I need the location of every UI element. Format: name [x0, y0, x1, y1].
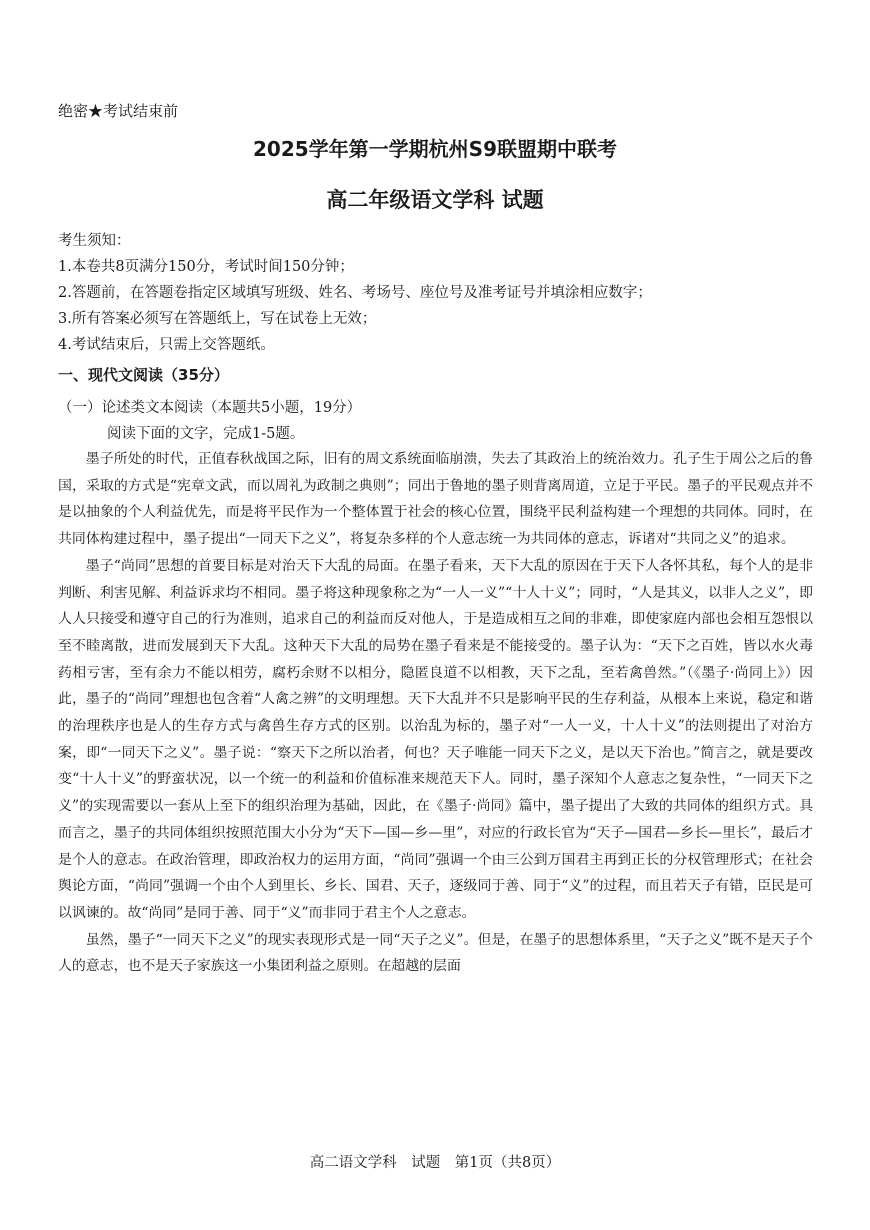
passage-paragraph: 墨子“尚同”思想的首要目标是对治天下大乱的局面。在墨子看来，天下大乱的原因在于天下人各怀其私，每个人的是非判断、利害见解、利益诉求均不相同。墨子将这种现象称之为“一人一义”“十人十义”；同时，“人是其义，以非人之义”，即人人只接受和遵守自己的行为准则，追求自己的利益而反对他人，于是造成相互之间的非难，即使家庭内部也会相互怨恨以至不睦离散，进而发展到天下大乱。这种天下大乱的局势在墨子看来是不能接受的。墨子认为：“天下之百姓，皆以水火毒药相亏害，至有余力不能以相劳，腐朽余财不以相分，隐匿良道不以相教，天下之乱，至若禽兽然。”（《墨子·尚同上》）因此，墨子的“尚同”理想也包含着“人禽之辨”的文明理想。天下大乱并不只是影响平民的生存利益，从根本上来说，稳定和谐的治理秩序也是人的生存方式与禽兽生存方式的区别。以治乱为标的，墨子对“一人一义，十人十义”的法则提出了对治方案，即“一同天下之义”。墨子说：“察天下之所以治者，何也？天子唯能一同天下之义，是以天下治也。”简言之，就是要改变“十人十义”的野蛮状况，以一个统一的利益和价值标准来规范天下人。同时，墨子深知个人意志之复杂性，“一同天下之义”的实现需要以一套从上至下的组织治理为基础，因此，在《墨子·尚同》篇中，墨子提出了大致的共同体的组织方式。具而言之，墨子的共同体组织按照范围大小分为“天下—国—乡—里”，对应的行政长官为“天子—国君—乡长—里长”，最后才是个人的意志。在政治管理，即政治权力的运用方面，“尚同”强调一个由三公到万国君主再到正长的分权管理形式；在社会舆论方面，“尚同”强调一个由个人到里长、乡长、国君、天子，逐级同于善、同于“义”的过程，而且若天子有错，臣民是可以讽谏的。故“尚同”是同于善、同于“义”而非同于君主个人之意志。	[58, 557, 813, 921]
candidate-notice	[58, 228, 818, 358]
notice-item: 4.考试结束后，只需上交答题纸。	[58, 337, 275, 353]
passage-paragraph: 墨子所处的时代，正值春秋战国之际，旧有的周文系统面临崩溃，失去了其政治上的统治效力。孔子生于周公之后的鲁国，采取的方式是“宪章文武，而以周礼为政制之典则”；同出于鲁地的墨子则背离周道，立足于平民。墨子的平民观点并不是以抽象的个人利益优先，而是将平民作为一个整体置于社会的核心位置，围绕平民利益构建一个理想的共同体。同时，在共同体构建过程中，墨子提出“一同天下之义”，将复杂多样的个人意志统一为共同体的意志，诉诸对“共同之义”的追求。	[58, 451, 813, 548]
reading-passage	[58, 446, 813, 980]
section-heading: 一、现代文阅读（35分）	[58, 366, 229, 384]
notice-item: 3.所有答案必须写在答题纸上，写在试卷上无效；	[58, 311, 377, 327]
page-footer: 高二语文学科 试题 第1页（共8页）	[309, 1155, 561, 1171]
notice-item: 2.答题前，在答题卷指定区域填写班级、姓名、考场号、座位号及准考证号并填涂相应数字；	[58, 285, 652, 301]
confidential-label: 绝密★考试结束前	[58, 102, 179, 120]
passage-paragraph: 虽然，墨子“一同天下之义”的现实表现形式是一同“天子之义”。但是，在墨子的思想体系里，“天子之义”既不是天子个人的意志，也不是天子家族这一小集团利益之原则。在超越的层面	[58, 931, 813, 975]
exam-subtitle: 高二年级语文学科 试题	[326, 188, 544, 212]
notice-heading: 考生须知：	[58, 233, 131, 249]
notice-item: 1.本卷共8页满分150分，考试时间150分钟；	[58, 259, 354, 275]
subsection-heading: （一）论述类文本阅读（本题共5小题，19分）	[58, 400, 362, 416]
reading-instruction: 阅读下面的文字，完成1-5题。	[107, 426, 305, 442]
exam-title: 2025学年第一学期杭州S9联盟期中联考	[253, 137, 617, 161]
